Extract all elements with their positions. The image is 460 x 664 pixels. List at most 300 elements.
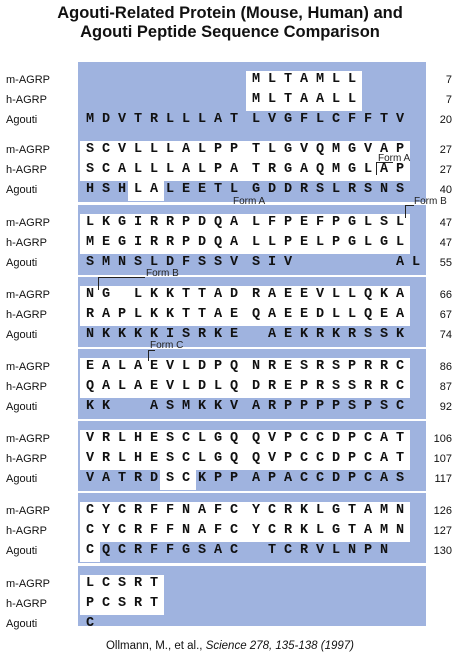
residue: H — [85, 182, 95, 197]
residue: G — [347, 215, 357, 230]
residue: D — [283, 182, 293, 197]
residue: P — [363, 399, 373, 414]
residue: D — [331, 471, 341, 486]
residue: A — [213, 112, 223, 127]
residue: R — [267, 359, 277, 374]
residue: L — [411, 255, 421, 270]
residue: L — [267, 142, 277, 157]
residue: S — [181, 327, 191, 342]
residue: C — [117, 503, 127, 518]
residue: D — [197, 215, 207, 230]
residue: K — [379, 287, 389, 302]
residue: E — [85, 359, 95, 374]
residue: C — [101, 596, 111, 611]
residue: N — [117, 255, 127, 270]
residue: E — [149, 431, 159, 446]
residue: P — [331, 235, 341, 250]
residue: K — [197, 399, 207, 414]
residue: C — [363, 471, 373, 486]
residue: A — [133, 359, 143, 374]
residue-count: 126 — [433, 505, 452, 517]
residue: F — [165, 503, 175, 518]
residue: G — [283, 112, 293, 127]
residue: D — [165, 255, 175, 270]
residue: A — [197, 503, 207, 518]
residue: L — [267, 92, 277, 107]
residue: A — [267, 287, 277, 302]
residue: V — [229, 399, 239, 414]
residue: C — [299, 451, 309, 466]
residue: Q — [315, 142, 325, 157]
residue: R — [299, 182, 309, 197]
residue: A — [181, 162, 191, 177]
residue: R — [149, 215, 159, 230]
residue: Q — [363, 287, 373, 302]
residue: L — [165, 162, 175, 177]
residue: R — [299, 543, 309, 558]
residue: M — [315, 72, 325, 87]
residue: M — [85, 112, 95, 127]
sequence-label: h-AGRP — [6, 164, 47, 176]
residue-count: 66 — [439, 289, 452, 301]
residue: V — [85, 451, 95, 466]
residue: C — [315, 471, 325, 486]
residue: V — [315, 543, 325, 558]
residue: K — [165, 307, 175, 322]
residue: C — [181, 451, 191, 466]
residue: S — [251, 255, 261, 270]
residue: E — [181, 182, 191, 197]
residue: N — [379, 182, 389, 197]
sequence-label: Agouti — [6, 114, 38, 126]
residue: K — [101, 215, 111, 230]
residue: V — [395, 112, 405, 127]
residue: A — [213, 287, 223, 302]
residue: N — [181, 503, 191, 518]
residue: T — [149, 596, 159, 611]
residue: V — [165, 359, 175, 374]
form-marker-label: Form B — [146, 268, 179, 279]
residue: L — [117, 451, 127, 466]
residue: L — [149, 162, 159, 177]
residue: P — [363, 543, 373, 558]
residue: F — [363, 112, 373, 127]
residue: P — [229, 142, 239, 157]
residue: C — [267, 503, 277, 518]
residue: K — [395, 327, 405, 342]
residue: L — [363, 215, 373, 230]
residue: R — [267, 379, 277, 394]
residue: F — [299, 112, 309, 127]
residue: R — [133, 576, 143, 591]
residue: G — [347, 235, 357, 250]
residue: C — [101, 142, 111, 157]
residue: G — [347, 142, 357, 157]
residue: L — [117, 359, 127, 374]
residue: R — [149, 112, 159, 127]
residue: R — [101, 451, 111, 466]
residue: V — [299, 142, 309, 157]
residue: L — [197, 451, 207, 466]
residue: K — [149, 327, 159, 342]
residue: L — [117, 379, 127, 394]
residue: V — [117, 142, 127, 157]
residue: R — [283, 503, 293, 518]
residue: L — [363, 162, 373, 177]
residue: L — [347, 92, 357, 107]
residue: R — [347, 327, 357, 342]
residue-count: 87 — [439, 381, 452, 393]
residue: K — [165, 287, 175, 302]
residue: L — [133, 287, 143, 302]
residue: A — [267, 307, 277, 322]
residue: C — [117, 543, 127, 558]
residue: T — [181, 287, 191, 302]
form-marker-label: Form A — [378, 153, 411, 164]
residue: D — [101, 112, 111, 127]
sequence-label: Agouti — [6, 618, 38, 630]
residue: H — [133, 431, 143, 446]
residue: A — [101, 307, 111, 322]
residue: L — [395, 215, 405, 230]
residue: V — [363, 142, 373, 157]
residue: A — [395, 287, 405, 302]
residue: L — [315, 503, 325, 518]
residue: M — [251, 92, 261, 107]
residue: C — [395, 379, 405, 394]
sequence-label: h-AGRP — [6, 525, 47, 537]
residue: P — [299, 399, 309, 414]
residue: N — [251, 359, 261, 374]
sequence-label: Agouti — [6, 184, 38, 196]
residue: M — [85, 235, 95, 250]
residue: L — [251, 235, 261, 250]
residue: P — [299, 379, 309, 394]
residue: A — [299, 72, 309, 87]
residue: G — [181, 543, 191, 558]
residue: C — [85, 503, 95, 518]
residue: S — [165, 399, 175, 414]
residue: C — [283, 543, 293, 558]
sequence-label: h-AGRP — [6, 94, 47, 106]
residue: D — [331, 431, 341, 446]
residue: S — [299, 359, 309, 374]
residue: P — [85, 596, 95, 611]
residue: S — [347, 399, 357, 414]
residue: K — [299, 503, 309, 518]
residue: A — [229, 235, 239, 250]
residue: R — [267, 162, 277, 177]
residue-count: 107 — [433, 453, 452, 465]
residue: L — [149, 142, 159, 157]
sequence-label: h-AGRP — [6, 453, 47, 465]
residue: A — [379, 431, 389, 446]
residue: A — [363, 503, 373, 518]
residue: A — [101, 471, 111, 486]
residue: G — [117, 215, 127, 230]
residue: L — [251, 112, 261, 127]
residue: T — [251, 142, 261, 157]
residue: E — [149, 359, 159, 374]
residue: K — [101, 399, 111, 414]
residue: P — [395, 162, 405, 177]
residue: K — [299, 327, 309, 342]
residue: C — [229, 503, 239, 518]
residue: R — [267, 399, 277, 414]
residue: G — [213, 451, 223, 466]
residue: Q — [229, 451, 239, 466]
residue: L — [331, 182, 341, 197]
residue: T — [149, 576, 159, 591]
residue: L — [267, 235, 277, 250]
residue-count: 55 — [439, 257, 452, 269]
residue: L — [315, 112, 325, 127]
residue: F — [181, 255, 191, 270]
residue: F — [213, 503, 223, 518]
residue: L — [331, 543, 341, 558]
residue: C — [117, 523, 127, 538]
residue: G — [213, 431, 223, 446]
residue: K — [197, 471, 207, 486]
residue: R — [133, 523, 143, 538]
residue: F — [213, 523, 223, 538]
residue: K — [213, 327, 223, 342]
residue: E — [229, 307, 239, 322]
residue-count: 40 — [439, 184, 452, 196]
residue-count: 127 — [433, 525, 452, 537]
residue: S — [379, 399, 389, 414]
residue-count: 27 — [439, 144, 452, 156]
residue: L — [197, 142, 207, 157]
residue: E — [299, 215, 309, 230]
residue: C — [315, 451, 325, 466]
residue: Q — [85, 379, 95, 394]
residue: P — [213, 162, 223, 177]
residue: T — [283, 92, 293, 107]
residue: M — [251, 72, 261, 87]
residue: A — [149, 182, 159, 197]
residue: S — [331, 359, 341, 374]
residue-count: 7 — [445, 94, 452, 106]
residue: D — [331, 451, 341, 466]
residue: C — [331, 112, 341, 127]
residue: Y — [101, 503, 111, 518]
residue: P — [181, 235, 191, 250]
residue: Q — [229, 379, 239, 394]
residue: N — [347, 543, 357, 558]
residue: D — [251, 379, 261, 394]
sequence-label: m-AGRP — [6, 505, 50, 517]
form-marker-line — [98, 277, 145, 290]
residue: C — [267, 523, 277, 538]
residue: L — [181, 359, 191, 374]
residue: L — [347, 72, 357, 87]
residue: G — [347, 162, 357, 177]
residue: P — [283, 235, 293, 250]
residue: A — [251, 399, 261, 414]
residue: K — [299, 523, 309, 538]
residue: A — [379, 471, 389, 486]
residue: Y — [251, 523, 261, 538]
residue: T — [347, 523, 357, 538]
residue: T — [197, 287, 207, 302]
residue: C — [363, 451, 373, 466]
form-marker-label: Form A — [233, 196, 266, 207]
residue: A — [395, 307, 405, 322]
residue: Q — [315, 162, 325, 177]
residue: R — [197, 327, 207, 342]
residue: P — [347, 471, 357, 486]
residue: A — [251, 471, 261, 486]
residue: S — [85, 162, 95, 177]
residue: C — [101, 162, 111, 177]
residue: S — [363, 327, 373, 342]
citation — [0, 640, 460, 652]
residue: Q — [363, 307, 373, 322]
residue: A — [283, 471, 293, 486]
residue: L — [133, 182, 143, 197]
residue: Q — [213, 215, 223, 230]
residue: F — [267, 215, 277, 230]
residue: K — [149, 287, 159, 302]
residue: N — [181, 523, 191, 538]
residue: T — [283, 72, 293, 87]
sequence-label: m-AGRP — [6, 433, 50, 445]
residue: R — [315, 359, 325, 374]
residue: M — [331, 142, 341, 157]
residue: L — [181, 112, 191, 127]
residue: P — [181, 215, 191, 230]
residue: L — [133, 142, 143, 157]
residue: E — [283, 307, 293, 322]
residue: T — [213, 182, 223, 197]
residue: R — [165, 235, 175, 250]
residue: S — [213, 255, 223, 270]
residue: C — [85, 616, 95, 631]
residue: L — [117, 431, 127, 446]
residue: L — [331, 287, 341, 302]
residue: S — [379, 327, 389, 342]
residue: Q — [251, 307, 261, 322]
sequence-label: h-AGRP — [6, 598, 47, 610]
residue: L — [315, 523, 325, 538]
residue: N — [395, 523, 405, 538]
residue: C — [85, 543, 95, 558]
sequence-label: Agouti — [6, 545, 38, 557]
residue: F — [149, 543, 159, 558]
form-marker-line — [376, 162, 393, 175]
residue: S — [379, 215, 389, 230]
residue: A — [149, 399, 159, 414]
residue: L — [331, 72, 341, 87]
residue: E — [283, 359, 293, 374]
residue: E — [379, 307, 389, 322]
residue: P — [283, 431, 293, 446]
sequence-label: h-AGRP — [6, 381, 47, 393]
residue: A — [379, 451, 389, 466]
residue: Y — [101, 523, 111, 538]
residue: M — [331, 162, 341, 177]
residue: G — [283, 142, 293, 157]
residue: L — [331, 307, 341, 322]
residue: G — [379, 235, 389, 250]
residue: A — [299, 92, 309, 107]
residue: S — [395, 182, 405, 197]
residue: S — [395, 471, 405, 486]
residue: L — [213, 379, 223, 394]
residue-count: 20 — [439, 114, 452, 126]
residue: D — [197, 379, 207, 394]
sequence-label: m-AGRP — [6, 74, 50, 86]
residue: P — [395, 142, 405, 157]
residue: F — [165, 523, 175, 538]
residue: M — [181, 399, 191, 414]
sequence-label: m-AGRP — [6, 361, 50, 373]
residue: L — [267, 72, 277, 87]
residue-count: 117 — [434, 473, 452, 485]
residue: V — [267, 431, 277, 446]
residue: F — [149, 503, 159, 518]
residue: S — [165, 431, 175, 446]
residue: C — [229, 543, 239, 558]
residue: R — [251, 287, 261, 302]
residue: G — [101, 287, 111, 302]
residue: L — [229, 182, 239, 197]
residue: S — [117, 596, 127, 611]
residue: V — [267, 451, 277, 466]
residue: P — [213, 359, 223, 374]
sequence-label: m-AGRP — [6, 578, 50, 590]
residue: S — [197, 255, 207, 270]
residue: C — [363, 431, 373, 446]
residue: T — [379, 112, 389, 127]
residue: T — [395, 451, 405, 466]
residue: E — [283, 327, 293, 342]
residue: L — [197, 162, 207, 177]
residue: P — [347, 359, 357, 374]
residue: H — [133, 451, 143, 466]
residue-count: 86 — [439, 361, 452, 373]
residue: S — [315, 182, 325, 197]
residue: G — [251, 182, 261, 197]
residue: L — [133, 162, 143, 177]
residue: L — [197, 112, 207, 127]
residue: I — [165, 327, 175, 342]
residue: E — [149, 379, 159, 394]
residue: Y — [251, 503, 261, 518]
residue: A — [267, 327, 277, 342]
residue: P — [213, 471, 223, 486]
residue: A — [213, 307, 223, 322]
residue: M — [101, 255, 111, 270]
form-marker-line — [405, 205, 414, 218]
residue: P — [229, 471, 239, 486]
residue: L — [149, 255, 159, 270]
residue: P — [331, 215, 341, 230]
residue: C — [181, 431, 191, 446]
residue: T — [251, 162, 261, 177]
residue: S — [117, 576, 127, 591]
residue: E — [299, 287, 309, 302]
residue: R — [85, 307, 95, 322]
residue: S — [347, 379, 357, 394]
residue: L — [85, 215, 95, 230]
residue: L — [251, 215, 261, 230]
residue: K — [133, 327, 143, 342]
residue: T — [267, 543, 277, 558]
residue: E — [229, 327, 239, 342]
residue: A — [229, 162, 239, 177]
